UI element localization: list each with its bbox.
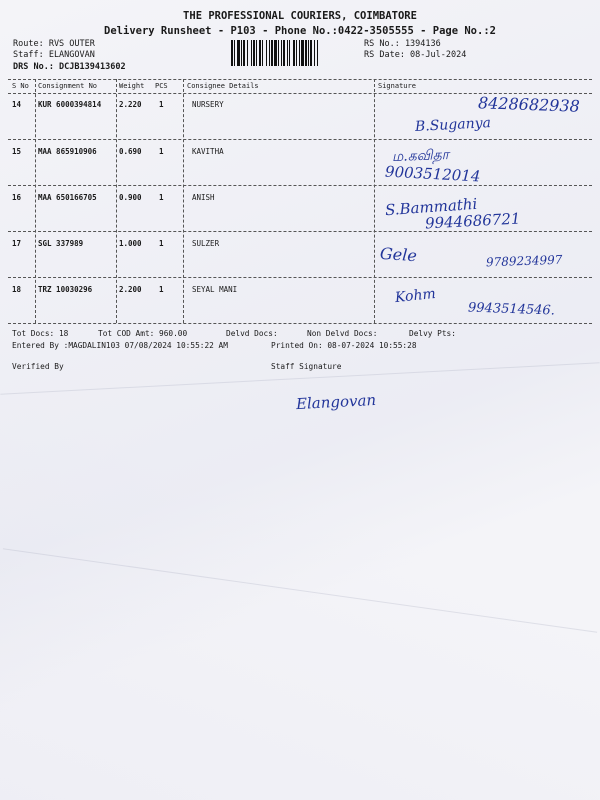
delivery-points: Delvy Pts: [409, 329, 456, 338]
table-row-consignment: MAA 650166705 [38, 193, 97, 202]
table-row-pcs: 1 [159, 100, 164, 109]
total-docs: Tot Docs: 18 [12, 329, 69, 338]
table-row-consignment: KUR 6000394814 [38, 100, 102, 109]
table-row-sno: 15 [12, 147, 22, 156]
rs-number: RS No.: 1394136 [364, 39, 441, 49]
table-row-sno: 17 [12, 239, 22, 248]
row-divider [8, 139, 592, 140]
barcode-image [231, 40, 360, 66]
row-divider [8, 231, 592, 232]
table-row-consignee: KAVITHA [192, 147, 224, 156]
column-divider [35, 79, 36, 323]
table-row-sno: 16 [12, 193, 22, 202]
col-header-pcs: PCS [155, 82, 168, 90]
printed-on: Printed On: 08-07-2024 10:55:28 [271, 341, 417, 350]
col-header-signature: Signature [378, 82, 416, 90]
table-row-weight: 0.690 [119, 147, 142, 156]
table-row-weight: 0.900 [119, 193, 142, 202]
column-divider [116, 79, 117, 323]
paper-crease [3, 548, 597, 632]
signature-name: Kohm [394, 285, 437, 307]
col-header-consignment: Consignment No [38, 82, 98, 90]
signature-name: ம.கவிதா [391, 147, 450, 165]
runsheet-subtitle: Delivery Runsheet - P103 - Phone No.:0422-3505555 - Page No.:2 [104, 25, 496, 37]
staff-text: Staff: ELANGOVAN [13, 50, 95, 60]
col-header-sno: S No [12, 82, 29, 90]
signature-phone: 8428682938 [477, 93, 581, 116]
table-row-consignment: TRZ 10030296 [38, 285, 93, 294]
entered-by: Entered By :MAGDALIN103 07/08/2024 10:55:22 AM [12, 341, 228, 350]
non-delivered-docs: Non Delvd Docs: [307, 329, 378, 338]
rs-date: RS Date: 08-Jul-2024 [364, 50, 467, 60]
table-row-consignee: SULZER [192, 239, 220, 248]
signature-phone: 9944686721 [424, 209, 521, 233]
table-bottom-rule [8, 323, 592, 324]
row-divider [8, 185, 592, 186]
signature-name: S.Bammathi [384, 194, 478, 220]
signature-phone: 9789234997 [485, 252, 563, 270]
company-title: THE PROFESSIONAL COURIERS, COIMBATORE [183, 10, 417, 22]
table-row-weight: 1.000 [119, 239, 142, 248]
table-row-pcs: 1 [159, 239, 164, 248]
table-row-weight: 2.200 [119, 285, 142, 294]
table-top-rule [8, 79, 592, 80]
table-row-pcs: 1 [159, 285, 164, 294]
staff-signature: Elangovan [295, 390, 377, 414]
table-row-pcs: 1 [159, 147, 164, 156]
staff-signature-label: Staff Signature [271, 362, 342, 371]
table-row-sno: 18 [12, 285, 22, 294]
table-row-weight: 2.220 [119, 100, 142, 109]
column-divider [374, 79, 375, 323]
route-text: Route: RVS OUTER [13, 39, 95, 49]
signature-phone: 9003512014 [384, 162, 481, 186]
table-row-consignee: SEYAL MANI [192, 285, 238, 294]
col-header-consignee: Consignee Details [187, 82, 259, 90]
signature-phone: 9943514546. [467, 300, 556, 319]
verified-by-label: Verified By [12, 362, 64, 371]
row-divider [8, 277, 592, 278]
delivered-docs: Delvd Docs: [226, 329, 278, 338]
table-row-consignee: ANISH [192, 193, 215, 202]
total-cod-amount: Tot COD Amt: 960.00 [98, 329, 188, 338]
signature-name: B.Suganya [414, 115, 492, 135]
table-row-consignee: NURSERY [192, 100, 224, 109]
table-row-consignment: MAA 865910906 [38, 147, 97, 156]
table-row-pcs: 1 [159, 193, 164, 202]
drs-number: DRS No.: DCJB139413602 [13, 62, 126, 72]
signature-name: Gele [379, 243, 418, 266]
table-row-consignment: SGL 337989 [38, 239, 84, 248]
col-header-weight: Weight [119, 82, 145, 90]
table-row-sno: 14 [12, 100, 22, 109]
column-divider [183, 79, 184, 323]
